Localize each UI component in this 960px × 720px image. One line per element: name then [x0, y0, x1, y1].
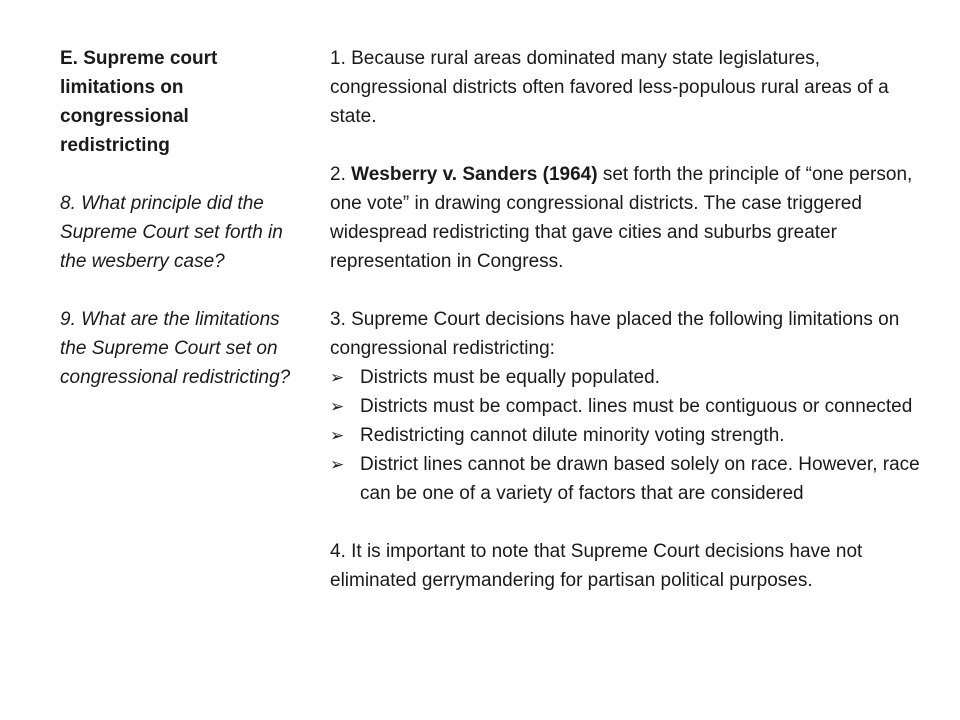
list-item-text: District lines cannot be drawn based solely on race. However, race can be one of a variety of factors that are considered	[360, 454, 920, 504]
arrow-bullet-icon: ➢	[330, 397, 345, 416]
list-item	[330, 421, 920, 450]
paragraph-3: 3. Supreme Court decisions have placed the following limitations on congressional redistricting:	[330, 309, 900, 359]
arrow-bullet-icon: ➢	[330, 426, 345, 445]
list-item-text: Districts must be compact. lines must be contiguous or connected	[360, 396, 913, 417]
paragraph-2-text: set forth the principle of “one person, one vote” in drawing congressional districts. The case triggered widespread redistricting that gave cities and suburbs greater representation in Congress.	[330, 164, 913, 272]
paragraph-4: 4. It is important to note that Supreme Court decisions have not eliminated gerrymandering for partisan political purposes.	[330, 541, 863, 591]
question-8: 8. What principle did the Supreme Court set forth in the wesberry case?	[60, 193, 283, 272]
arrow-bullet-icon: ➢	[330, 368, 345, 387]
list-item	[330, 363, 920, 392]
case-name: Wesberry v. Sanders (1964)	[351, 164, 598, 185]
list-item-text: Redistricting cannot dilute minority voting strength.	[360, 425, 785, 446]
list-item	[330, 450, 920, 508]
paragraph-2-number: 2.	[330, 164, 352, 185]
list-item-text: Districts must be equally populated.	[360, 367, 660, 388]
limitations-list	[330, 363, 920, 508]
list-item	[330, 392, 920, 421]
left-column	[60, 44, 292, 392]
right-column	[330, 44, 920, 595]
paragraph-1: 1. Because rural areas dominated many state legislatures, congressional districts often favored less-populous rural areas of a state.	[330, 48, 889, 127]
section-heading: E. Supreme court limitations on congressional redistricting	[60, 48, 218, 156]
question-9: 9. What are the limitations the Supreme Court set on congressional redistricting?	[60, 309, 291, 388]
paragraph-2	[330, 160, 920, 276]
arrow-bullet-icon: ➢	[330, 455, 345, 474]
